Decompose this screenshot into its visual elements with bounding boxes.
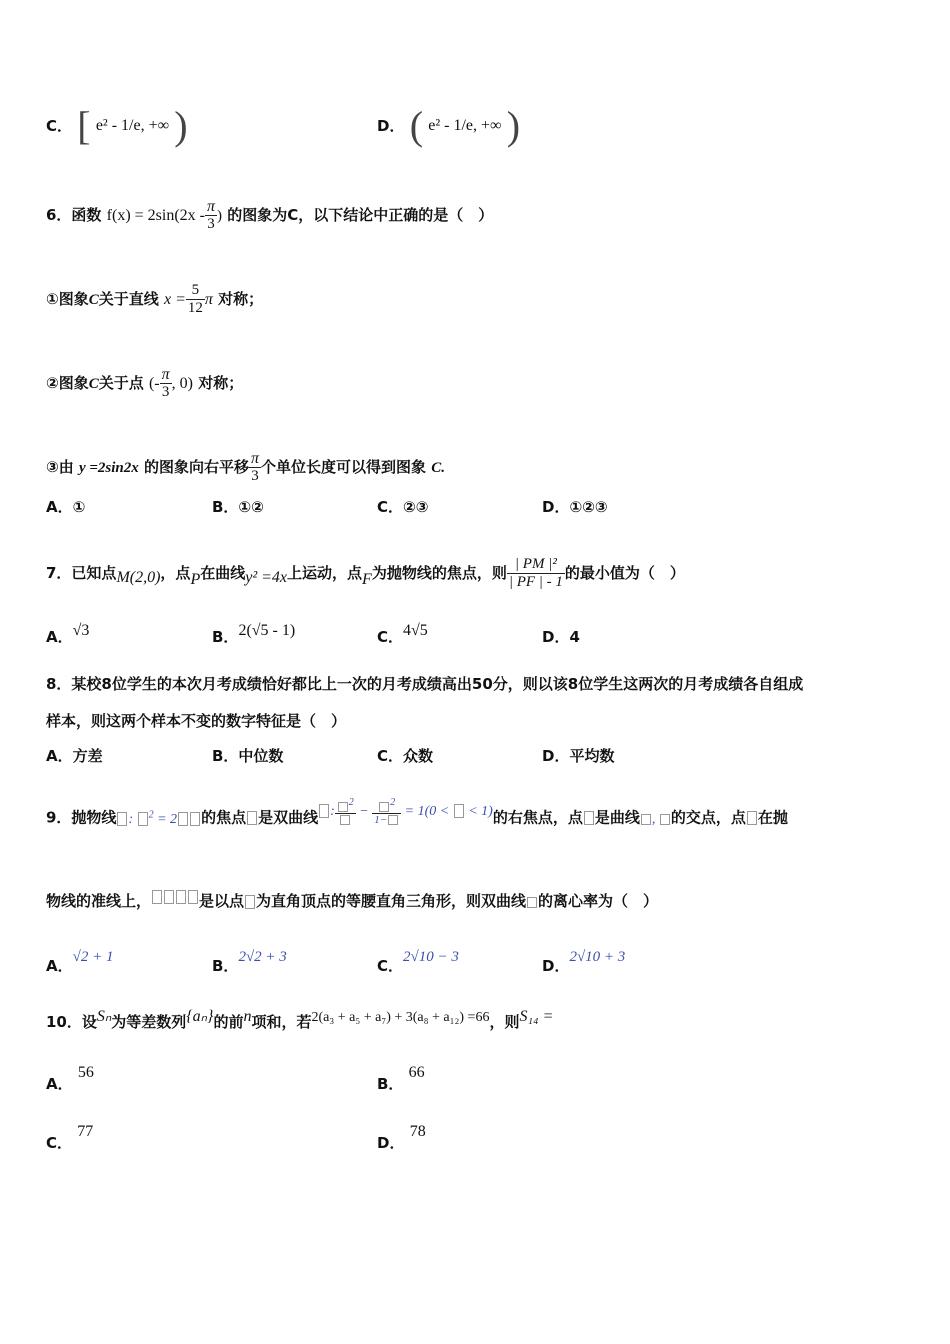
q6-statement-1 bbox=[46, 282, 263, 317]
q7-b-label: B． bbox=[212, 628, 239, 646]
q10-s14: S₁₄ = bbox=[519, 1008, 554, 1025]
q7-frac-num: | PM |² bbox=[514, 556, 557, 572]
q6-s1-prefix: ①图象 bbox=[46, 290, 89, 308]
q9-line2-c: 为直角顶点的等腰直角三角形，则双曲线 bbox=[256, 892, 527, 910]
q10-c-value: 77 bbox=[77, 1123, 94, 1140]
q9-d-label: D． bbox=[542, 957, 570, 975]
q7-b-value: 2(√5 - 1) bbox=[238, 622, 296, 639]
q6-statement-2 bbox=[46, 366, 243, 401]
q10-b-value: 66 bbox=[408, 1064, 425, 1081]
q6-s1-c: C bbox=[88, 292, 99, 308]
q5-option-d[interactable] bbox=[377, 103, 521, 148]
q9-focus-symbol bbox=[247, 811, 257, 825]
q6-s3-tail: 个单位长度可以得到图象 bbox=[261, 458, 427, 476]
q6-s1-pi: π bbox=[204, 291, 213, 308]
q6-s1-tail: 对称； bbox=[218, 290, 264, 308]
q9-vertex-symbol bbox=[245, 895, 255, 909]
q6-option-a[interactable]: A．① bbox=[46, 498, 86, 516]
q5-d-right-bracket: ) bbox=[506, 103, 521, 148]
q7-t2: 在曲线 bbox=[200, 564, 246, 582]
q10-t3: 项和，若 bbox=[251, 1013, 312, 1031]
q7-t3: 上运动，点 bbox=[287, 564, 363, 582]
q7-option-a[interactable] bbox=[46, 620, 90, 646]
q6-function-fraction bbox=[205, 198, 217, 233]
q9-t6: 在抛 bbox=[757, 808, 788, 827]
q7-c-label: C． bbox=[377, 628, 404, 646]
q9-a-label: A． bbox=[46, 957, 73, 975]
q10-option-a[interactable] bbox=[46, 1062, 94, 1093]
q5-option-d-label: D． bbox=[377, 117, 405, 135]
q6-s2-prefix: ②图象 bbox=[46, 374, 89, 392]
q10-option-b[interactable] bbox=[377, 1062, 425, 1093]
q6-s1-fraction bbox=[186, 282, 205, 317]
q8-option-a[interactable]: A．方差 bbox=[46, 747, 103, 765]
q6-s2-point-right: , 0) bbox=[171, 375, 193, 392]
q6-s3-prefix: ③由 bbox=[46, 458, 74, 476]
q9-b-label: B． bbox=[212, 957, 239, 975]
q7-option-b[interactable] bbox=[212, 620, 296, 646]
q7-frac-den: | PF | - 1 bbox=[508, 574, 563, 590]
q6-func-num: π bbox=[207, 198, 216, 215]
q10-condition: 2(a₃ + a₅ + a₇) + 3(a₈ + a₁₂) =66 bbox=[311, 1010, 490, 1025]
q8-stem-line-1: 8．某校8位学生的本次月考成绩恰好都比上一次的月考成绩高出50分，则以该8位学生这两次的月考成绩各自组成 bbox=[46, 675, 804, 693]
q9-a-value: √2 + 1 bbox=[72, 949, 114, 965]
q10-d-label: D． bbox=[377, 1134, 405, 1152]
q9-t1: 的焦点 bbox=[201, 808, 247, 827]
q7-t1: ，点 bbox=[160, 564, 191, 582]
q10-number: 10．设 bbox=[46, 1013, 97, 1031]
q9-d-value: 2√10 + 3 bbox=[569, 949, 626, 965]
q7-t4: 为抛物线的焦点，则 bbox=[371, 564, 507, 582]
q8-option-d[interactable]: D．平均数 bbox=[542, 747, 615, 765]
q7-f: F bbox=[362, 571, 372, 588]
q7-fraction bbox=[507, 556, 565, 591]
q7-a-label: A． bbox=[46, 628, 73, 646]
q9-parabola-eq: : $^2$ = 2 bbox=[116, 812, 201, 827]
q9-option-b[interactable] bbox=[212, 946, 287, 975]
q10-a-value: 56 bbox=[77, 1064, 94, 1081]
q5-c-right-bracket: ) bbox=[174, 103, 188, 148]
q6-option-c[interactable]: C．②③ bbox=[377, 498, 429, 516]
q10-stem bbox=[46, 1008, 554, 1034]
q6-s1-x: x = bbox=[163, 291, 186, 308]
q9-curves: , bbox=[640, 812, 671, 827]
q6-function: f(x) = 2sin(2x - bbox=[106, 207, 206, 224]
q8-stem-line-2: 样本，则这两个样本不变的数字特征是（ ） bbox=[46, 712, 347, 730]
q6-s2-point-left: (- bbox=[148, 375, 160, 392]
q6-statement-3 bbox=[46, 450, 445, 485]
q9-option-d[interactable] bbox=[542, 946, 626, 975]
q9-c-label: C． bbox=[377, 957, 404, 975]
q6-s2-c: C bbox=[88, 376, 99, 392]
q10-t4: ，则 bbox=[489, 1013, 520, 1031]
q10-option-c[interactable] bbox=[46, 1121, 94, 1152]
q6-s3-num: π bbox=[251, 450, 260, 467]
q10-b-label: B． bbox=[377, 1075, 404, 1093]
q7-stem bbox=[46, 556, 685, 591]
q7-t5: 的最小值为（ ） bbox=[564, 564, 685, 582]
q9-point2-symbol bbox=[747, 811, 757, 825]
q9-stem-line-2 bbox=[46, 891, 658, 913]
q10-an: {aₙ} bbox=[186, 1008, 214, 1025]
q6-s2-fraction bbox=[160, 366, 172, 401]
q6-s3-c: C. bbox=[431, 460, 446, 476]
q9-point-symbol bbox=[584, 811, 594, 825]
q8-option-c[interactable]: C．众数 bbox=[377, 747, 434, 765]
q6-s3-fraction bbox=[249, 450, 261, 485]
q6-number: 6．函数 bbox=[46, 206, 102, 224]
q6-s1-den: 12 bbox=[187, 300, 203, 316]
q9-c2-symbol bbox=[526, 895, 538, 910]
q9-t4: 是曲线 bbox=[594, 808, 640, 827]
q6-s2-mid: 关于点 bbox=[98, 374, 144, 392]
q10-sn: Sₙ bbox=[96, 1008, 112, 1025]
q7-a-value: √3 bbox=[72, 622, 90, 639]
q6-stem-tail: 的图象为C，以下结论中正确的是（ ） bbox=[227, 206, 494, 224]
q7-option-d[interactable]: D．4 bbox=[542, 628, 580, 646]
q10-a-label: A． bbox=[46, 1075, 73, 1093]
q6-func-den: 3 bbox=[205, 215, 217, 233]
q6-stem: 6．函数 f(x) = 2sin(2x - $\frac{\pi}{3}$ ) 的图象为C，以下结论中正确的是（ ） bbox=[46, 198, 494, 232]
q6-s3-func: y =2sin2x bbox=[78, 460, 139, 476]
q9-b-value: 2√2 + 3 bbox=[238, 949, 287, 965]
q9-t3: 的右焦点，点 bbox=[492, 808, 583, 827]
q6-option-b[interactable]: B．①② bbox=[212, 498, 264, 516]
q9-c-value: 2√10 − 3 bbox=[403, 949, 459, 965]
q9-stem-line-1 bbox=[46, 797, 788, 834]
q6-s2-tail: 对称； bbox=[198, 374, 244, 392]
q5-option-c-label: C． bbox=[46, 117, 73, 135]
q9-triangle-symbols bbox=[151, 889, 199, 904]
q6-s2-num: π bbox=[161, 366, 170, 383]
q5-option-c-expr: e² - 1/e, +∞ bbox=[95, 117, 170, 134]
q6-s1-num: 5 bbox=[191, 282, 200, 298]
q7-c-value: 4√5 bbox=[403, 622, 428, 639]
q7-p: P bbox=[190, 571, 201, 588]
q7-curve: y² =4x bbox=[245, 569, 288, 586]
q10-t1: 为等差数列 bbox=[111, 1013, 187, 1031]
q9-line2-d: 的离心率为（ ） bbox=[538, 892, 659, 910]
q7-number: 7．已知点 bbox=[46, 564, 117, 582]
q6-s2-den: 3 bbox=[160, 383, 172, 401]
q9-option-a[interactable] bbox=[46, 946, 114, 975]
q6-option-d[interactable]: D．①②③ bbox=[542, 498, 608, 516]
q9-line2-b: 是以点 bbox=[199, 892, 245, 910]
q9-t2: 是双曲线 bbox=[258, 808, 319, 827]
q9-t5: 的交点，点 bbox=[670, 808, 746, 827]
q6-s3-den: 3 bbox=[249, 467, 261, 485]
q7-m-point: M(2,0) bbox=[116, 569, 161, 586]
q9-option-c[interactable] bbox=[377, 946, 459, 975]
q6-s3-mid: 的图象向右平移 bbox=[143, 458, 249, 476]
q8-option-b[interactable]: B．中位数 bbox=[212, 747, 284, 765]
q9-line2-a: 物线的准线上， bbox=[46, 892, 152, 910]
q6-s1-mid: 关于直线 bbox=[98, 290, 159, 308]
q10-option-d[interactable] bbox=[377, 1121, 426, 1152]
q10-n: n bbox=[243, 1008, 252, 1025]
q5-option-d-expr: e² - 1/e, +∞ bbox=[428, 117, 502, 134]
q10-c-label: C． bbox=[46, 1134, 73, 1152]
q9-hyperbola-eq: : $^2$ − $\frac{^2}{1-}$ = 1(0 < < 1) bbox=[318, 804, 493, 819]
q10-d-value: 78 bbox=[409, 1123, 426, 1140]
q7-option-c[interactable] bbox=[377, 620, 428, 646]
q9-number: 9．抛物线 bbox=[46, 808, 117, 827]
q5-c-left-bracket: [ bbox=[77, 103, 91, 148]
q5-option-c[interactable] bbox=[46, 103, 188, 148]
q5-d-left-bracket: ( bbox=[409, 103, 424, 148]
q10-t2: 的前 bbox=[213, 1013, 244, 1031]
